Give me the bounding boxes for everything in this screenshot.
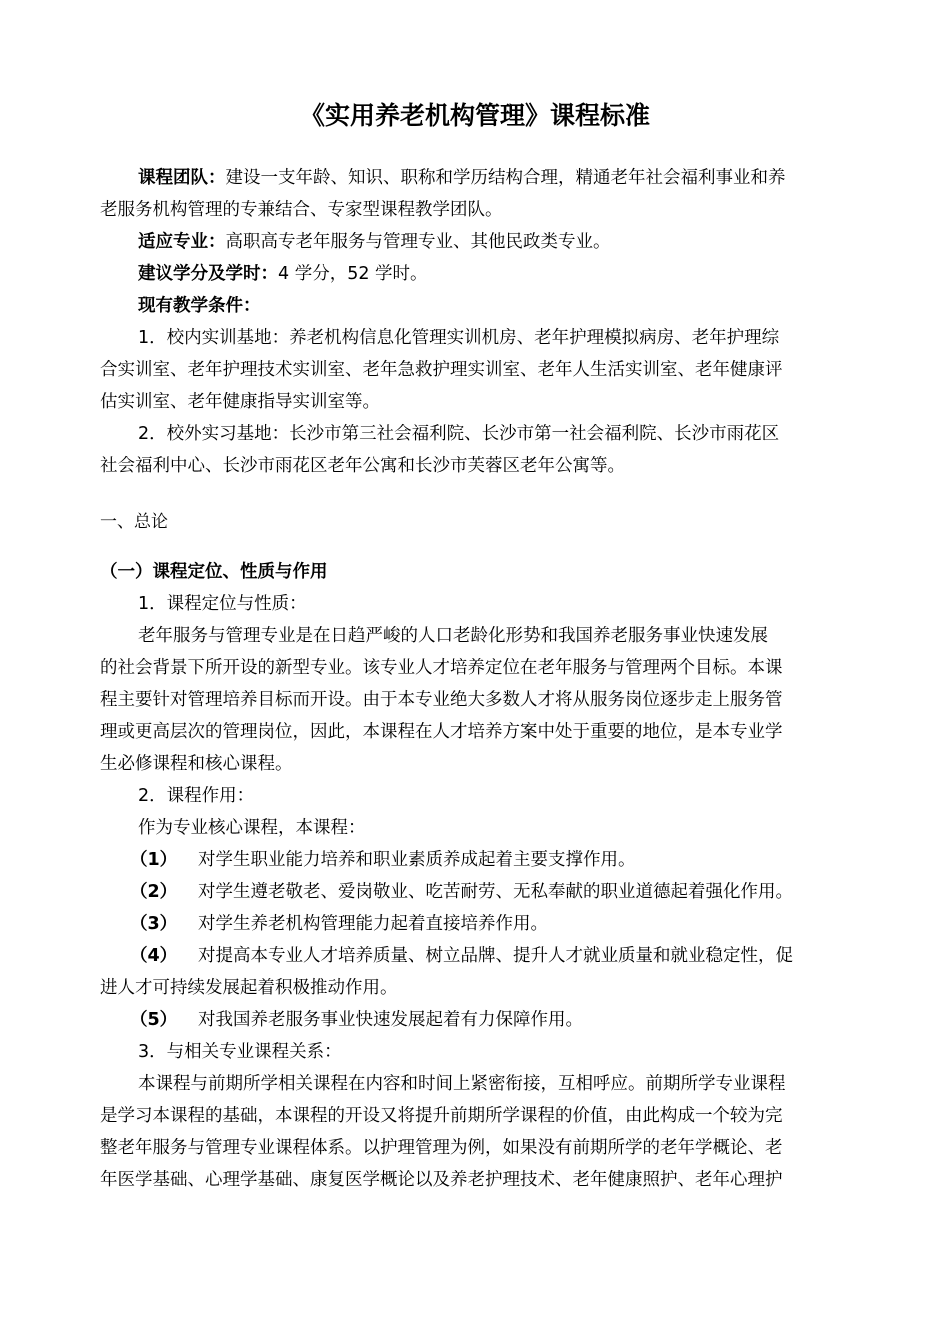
- role-item-number: （3）: [130, 914, 178, 934]
- conditions-label: 现有教学条件：: [138, 296, 261, 316]
- condition-2-line-2: 社会福利中心、长沙市雨花区老年公寓和长沙市芙蓉区老年公寓等。: [100, 456, 625, 476]
- subsection-heading: （一）课程定位、性质与作用: [100, 562, 328, 582]
- role-item-1: [130, 844, 636, 876]
- role-item-number: （4）: [130, 946, 178, 966]
- role-item-text: 对我国养老服务事业快速发展起着有力保障作用。: [198, 1010, 583, 1030]
- relation-line-4: 年医学基础、心理学基础、康复医学概论以及养老护理技术、老年健康照护、老年心理护: [100, 1170, 783, 1190]
- role-item-text: 对学生职业能力培养和职业素质养成起着主要支撑作用。: [198, 850, 636, 870]
- role-item-number: （5）: [130, 1010, 178, 1030]
- section-heading-general: 一、总论: [100, 512, 168, 532]
- condition-1-line-2: 合实训室、老年护理技术实训室、老年急救护理实训室、老年人生活实训室、老年健康评: [100, 360, 783, 380]
- team-text: 建设一支年龄、知识、职称和学历结构合理，精通老年社会福利事业和养: [225, 168, 786, 188]
- role-item-text: 对提高本专业人才培养质量、树立品牌、提升人才就业质量和就业稳定性，促: [198, 946, 793, 966]
- role-item-2: [130, 876, 793, 908]
- major-paragraph: [138, 226, 611, 258]
- credit-paragraph: [138, 258, 428, 290]
- role-item-number: （1）: [130, 850, 178, 870]
- positioning-line-1: 老年服务与管理专业是在日趋严峻的人口老龄化形势和我国养老服务事业快速发展: [138, 626, 768, 646]
- positioning-line-4: 理或更高层次的管理岗位，因此，本课程在人才培养方案中处于重要的地位，是本专业学: [100, 722, 783, 742]
- document-title: 《实用养老机构管理》课程标准: [299, 101, 650, 130]
- role-intro: 作为专业核心课程，本课程：: [138, 818, 366, 838]
- condition-2-line-1: 2．校外实习基地：长沙市第三社会福利院、长沙市第一社会福利院、长沙市雨花区: [138, 424, 780, 444]
- role-item-5: [130, 1004, 583, 1036]
- role-item-4-continuation: 进人才可持续发展起着积极推动作用。: [100, 978, 398, 998]
- relation-line-3: 整老年服务与管理专业课程体系。以护理管理为例，如果没有前期所学的老年学概论、老: [100, 1138, 783, 1158]
- major-label: 适应专业：: [138, 232, 226, 252]
- team-paragraph-line-2: 老服务机构管理的专兼结合、专家型课程教学团队。: [100, 200, 503, 220]
- major-text: 高职高专老年服务与管理专业、其他民政类专业。: [225, 232, 611, 252]
- credit-text: 4 学分，52 学时。: [278, 264, 428, 284]
- relation-title: 3．与相关专业课程关系：: [138, 1042, 342, 1062]
- relation-line-1: 本课程与前期所学相关课程在内容和时间上紧密衔接，互相呼应。前期所学专业课程: [138, 1074, 786, 1094]
- positioning-line-3: 程主要针对管理培养目标而开设。由于本专业绝大多数人才将从服务岗位逐步走上服务管: [100, 690, 783, 710]
- team-paragraph-line-1: [138, 162, 786, 194]
- credit-label: 建议学分及学时：: [138, 264, 278, 284]
- role-item-3: [130, 908, 548, 940]
- role-item-4: [130, 940, 793, 972]
- role-item-number: （2）: [130, 882, 178, 902]
- positioning-line-2: 的社会背景下所开设的新型专业。该专业人才培养定位在老年服务与管理两个目标。本课: [100, 658, 783, 678]
- role-title: 2．课程作用：: [138, 786, 255, 806]
- relation-line-2: 是学习本课程的基础，本课程的开设又将提升前期所学课程的价值，由此构成一个较为完: [100, 1106, 783, 1126]
- condition-1-line-3: 估实训室、老年健康指导实训室等。: [100, 392, 380, 412]
- team-label: 课程团队：: [138, 168, 226, 188]
- role-item-text: 对学生养老机构管理能力起着直接培养作用。: [198, 914, 548, 934]
- positioning-line-5: 生必修课程和核心课程。: [100, 754, 293, 774]
- positioning-title: 1．课程定位与性质：: [138, 594, 307, 614]
- role-item-text: 对学生遵老敬老、爱岗敬业、吃苦耐劳、无私奉献的职业道德起着强化作用。: [198, 882, 793, 902]
- condition-1-line-1: 1．校内实训基地：养老机构信息化管理实训机房、老年护理模拟病房、老年护理综: [138, 328, 780, 348]
